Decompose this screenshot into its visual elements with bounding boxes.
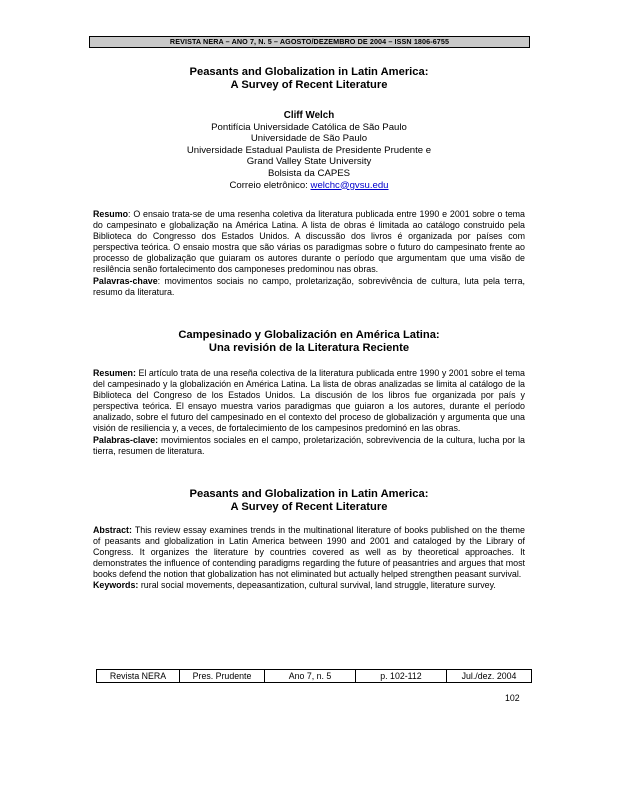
palavras-chave-label: Palavras-chave bbox=[93, 275, 158, 286]
resumen-text: El artículo trata de una reseña colectiva de la literatura publicada entre 1990 y 2001 sobre el tema del campesinado y la globalización en América Latina. La lista de obras analizadas se limita al catálogo de la Biblioteca del Congreso de los Estados Unidos. La discusión de los libros fue organizada por país y perspectiva teórica. El ensayo muestra varios paradigmas que guiaron a los autores, durante el período analizado, sobre el futuro del campesinado en el contexto del proceso de globalización y argumenta que una visión de resiliencia y, a veces, de fortalecimiento de los campesinos predominó en las obras. bbox=[93, 368, 525, 434]
citation-table bbox=[96, 669, 532, 683]
email-link[interactable]: welchc@gvsu.edu bbox=[310, 179, 389, 191]
affiliation-2: Universidade de São Paulo bbox=[250, 133, 368, 145]
keywords-label: Keywords: bbox=[93, 580, 139, 591]
author-block bbox=[93, 110, 525, 191]
es-title-line1: Campesinado y Globalización en América Latina: bbox=[178, 329, 440, 341]
citation-journal: Revista NERA bbox=[97, 670, 180, 683]
resumen-paragraph bbox=[93, 368, 525, 435]
palavras-chave-text: : movimentos sociais no campo, proletarização, sobrevivência de cultura, luta pela terra, resumo da literatura. bbox=[93, 275, 525, 297]
en-title-block bbox=[93, 488, 525, 514]
resumen-section bbox=[93, 368, 525, 457]
en-title-line2: A Survey of Recent Literature bbox=[230, 501, 388, 513]
es-title-block bbox=[93, 329, 525, 355]
affiliation-4: Grand Valley State University bbox=[246, 156, 372, 168]
keywords-text: rural social movements, depeasantization, cultural survival, land struggle, literature survey. bbox=[138, 580, 496, 591]
en-title-line1: Peasants and Globalization in Latin America: bbox=[189, 488, 429, 500]
title-block bbox=[93, 66, 525, 92]
abstract-paragraph bbox=[93, 525, 525, 580]
es-title-line2: Una revisión de la Literatura Reciente bbox=[208, 342, 410, 354]
palavras-chave-paragraph bbox=[93, 276, 525, 298]
page-number: 102 bbox=[505, 693, 520, 703]
citation-row bbox=[97, 670, 532, 683]
abstract-label: Abstract: bbox=[93, 525, 132, 535]
palabras-clave-text: movimientos sociales en el campo, proletarización, sobrevivencia de la cultura, lucha por la tierra, resumen de literatura. bbox=[93, 434, 525, 456]
palabras-clave-paragraph bbox=[93, 435, 525, 457]
citation-city: Pres. Prudente bbox=[180, 670, 265, 683]
resumen-label: Resumen: bbox=[93, 368, 136, 378]
resumo-label: Resumo bbox=[93, 209, 129, 219]
email-line bbox=[93, 180, 525, 192]
resumo-paragraph bbox=[93, 209, 525, 276]
email-label: Correio eletrônico: bbox=[229, 179, 311, 191]
resumo-section bbox=[93, 209, 525, 298]
citation-volume: Ano 7, n. 5 bbox=[265, 670, 356, 683]
affiliation-1: Pontifícia Universidade Católica de São Paulo bbox=[211, 121, 407, 133]
abstract-text: This review essay examines trends in the multinational literature of books published on the theme of peasants and globalization in Latin America between 1990 and 2001 and cataloged by the Library of Congress. It organizes the literature by countries covered as well as by theoretical approaches. It demonstrates the influence of contending paradigms regarding the future of peasantries and argues that most books defend the notion that globalization has not eliminated but actually helped strengthen peasant survival. bbox=[93, 525, 525, 580]
affiliation-5: Bolsista da CAPES bbox=[267, 167, 351, 179]
abstract-section bbox=[93, 525, 525, 592]
article-title-line2: A Survey of Recent Literature bbox=[230, 79, 388, 91]
keywords-paragraph bbox=[93, 580, 525, 591]
author-name: Cliff Welch bbox=[283, 110, 335, 121]
citation-date: Jul./dez. 2004 bbox=[447, 670, 532, 683]
journal-header: REVISTA NERA – ANO 7, N. 5 – AGOSTO/DEZEMBRO DE 2004 – ISSN 1806-6755 bbox=[89, 36, 530, 48]
palabras-clave-label: Palabras-clave: bbox=[93, 434, 159, 445]
affiliation-3: Universidade Estadual Paulista de Presidente Prudente e bbox=[186, 144, 432, 156]
resumo-text: : O ensaio trata-se de uma resenha coletiva da literatura publicada entre 1990 e 2001 sobre o tema do campesinato e globalização na América Latina. A lista de obras é limitada ao catálogo construido pela Biblioteca do Congresso dos Estados Unidos. A discussão dos livros é organizada por países com perspectiva teórica. O ensaio mostra que são várias os paradigmas sobre o futuro do campesinato frente ao processo de globalização que guiaram os autores durante o período que argumentam que uma visão de resilência senão fortalecimento dos camponeses predominou nas obras. bbox=[93, 209, 525, 275]
article-title-line1: Peasants and Globalization in Latin America: bbox=[189, 66, 429, 78]
citation-pages: p. 102-112 bbox=[356, 670, 447, 683]
